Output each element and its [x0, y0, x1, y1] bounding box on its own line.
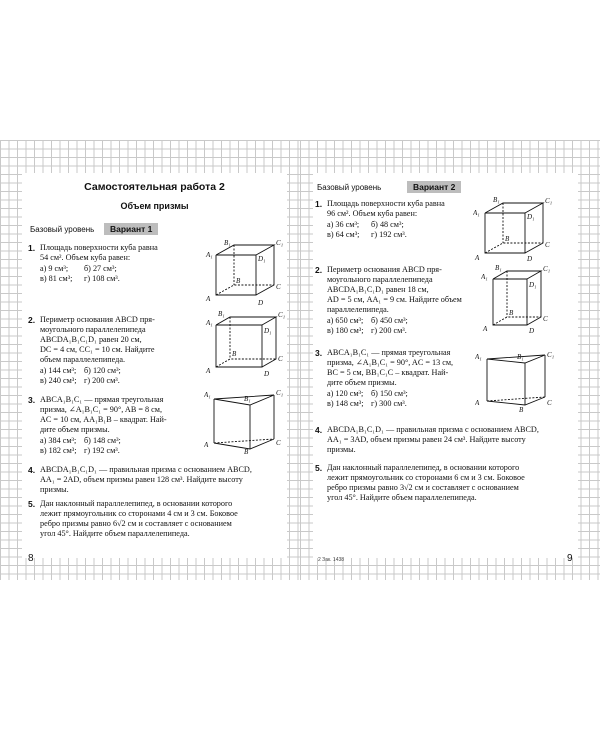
answer-option: г) 192 см³. [84, 446, 120, 455]
problem-number: 4. [28, 465, 36, 475]
svg-text:B: B [509, 309, 514, 317]
answer-option: в) 180 см³; [327, 326, 364, 335]
problem-line: Периметр основания ABCD пря- [40, 315, 155, 324]
problem-line: AD = 5 см, AA₁ = 9 см. Найдите объем [327, 295, 462, 304]
problem-line: призмы. [327, 445, 356, 454]
problem-line: призма, ∠A₁B₁C₁ = 90°, AB = 8 см, [40, 405, 162, 414]
svg-text:A: A [204, 441, 209, 449]
problem-line: ABCA₁B₁C₁ — прямая треугольная [327, 348, 451, 357]
problem-line: ABCDA₁B₁C₁D₁ — правильная призма с основанием ABCD, [40, 465, 252, 474]
answer-option: а) 9 см³; [40, 264, 69, 273]
svg-text:B₁: B₁ [244, 395, 251, 403]
svg-text:A: A [206, 295, 211, 303]
svg-text:A: A [206, 367, 211, 375]
svg-text:D₁: D₁ [529, 281, 537, 289]
svg-text:A₁: A₁ [204, 391, 211, 399]
answer-option: в) 148 см³; [327, 399, 364, 408]
svg-text:B₁: B₁ [495, 265, 502, 272]
page-number: 9 [567, 553, 573, 564]
problem-line: DC = 4 см, CC₁ = 10 см. Найдите [40, 345, 155, 354]
problem-line: угол 45°. Найдите объем параллелепипеда. [327, 493, 477, 502]
svg-text:A₁: A₁ [475, 353, 482, 361]
problem-line: ABCA₁B₁C₁ — прямая треугольная [40, 395, 164, 404]
parallelepiped-figure [204, 311, 286, 379]
problem-number: 1. [315, 199, 323, 209]
problem-line: призмы. [40, 485, 69, 494]
problem-4 [315, 425, 575, 457]
answer-option: б) 120 см³; [84, 366, 121, 375]
parallelepiped-figure [481, 265, 561, 335]
svg-text:D: D [529, 327, 535, 335]
problem-line: Периметр основания ABCD пря- [327, 265, 442, 274]
svg-text:C₁: C₁ [278, 311, 286, 319]
problem-5 [315, 463, 575, 505]
svg-text:D₁: D₁ [258, 255, 266, 263]
problem-line: дите объем призмы. [40, 425, 110, 434]
svg-text:A₁: A₁ [473, 209, 480, 217]
problem-number: 1. [28, 243, 36, 253]
problem-line: дите объем призмы. [327, 378, 397, 387]
triangular-prism-figure [204, 387, 286, 455]
svg-text:B: B [232, 350, 237, 358]
answer-option: а) 144 см³; [40, 366, 77, 375]
answer-option: а) 36 см³; [327, 220, 360, 229]
right-page [313, 173, 578, 558]
answer-option: в) 182 см³; [40, 446, 77, 455]
svg-text:D: D [258, 299, 264, 307]
problem-line: параллелепипеда. [327, 305, 389, 314]
svg-text:D₁: D₁ [264, 327, 272, 335]
answer-option: в) 240 см³; [40, 376, 77, 385]
svg-text:A: A [483, 325, 488, 333]
svg-text:A₁: A₁ [206, 319, 213, 327]
answer-option: г) 200 см³. [84, 376, 120, 385]
cube-figure [204, 239, 286, 307]
problem-line: ABCDA₁B₁C₁D₁ — правильная призма с основанием ABCD, [327, 425, 539, 434]
problem-number: 2. [28, 315, 36, 325]
answer-option: в) 64 см³; [327, 230, 360, 239]
answer-option: б) 148 см³; [84, 436, 121, 445]
answer-option: а) 650 см³; [327, 316, 364, 325]
problem-number: 4. [315, 425, 323, 435]
problem-line: Дан наклонный параллелепипед, в основании которого [40, 499, 233, 508]
answer-option: а) 120 см³; [327, 389, 364, 398]
problem-line: AA₁ = 3AD, объем призмы равен 24 см³. Найдите высоту [327, 435, 526, 444]
problem-line: AA₁ = 2AD, объем призмы равен 128 см³. Найдите высоту [40, 475, 243, 484]
answer-option: б) 450 см³; [371, 316, 408, 325]
problem-line: Площадь поверхности куба равна [327, 199, 445, 208]
svg-text:B: B [244, 448, 249, 455]
svg-text:C₁: C₁ [543, 265, 551, 273]
svg-text:C: C [278, 355, 283, 363]
svg-text:A: A [475, 254, 480, 262]
page-number: 8 [28, 553, 34, 564]
page-subtitle: Объем призмы [120, 201, 189, 211]
problem-line: моугольного параллелепипеда [327, 275, 433, 284]
svg-text:C: C [543, 315, 548, 323]
answer-option: б) 27 см³; [84, 264, 117, 273]
problem-number: 5. [28, 499, 36, 509]
problem-line: объем параллелепипеда. [40, 355, 126, 364]
svg-text:D: D [264, 370, 270, 378]
svg-text:A: A [475, 399, 480, 407]
answer-option: а) 384 см³; [40, 436, 77, 445]
answer-option: б) 150 см³; [371, 389, 408, 398]
svg-text:B₁: B₁ [224, 239, 231, 247]
problem-line: ребро призмы равно 6√2 см и составляет с основанием [40, 519, 232, 528]
triangular-prism-figure [475, 349, 565, 413]
problem-2 [315, 265, 485, 337]
problem-line: 96 см². Объем куба равен: [327, 209, 418, 218]
problem-line: угол 45°. Найдите объем параллелепипеда. [40, 529, 190, 538]
problem-line: Дан наклонный параллелепипед, в основании которого [327, 463, 520, 472]
svg-text:A₁: A₁ [481, 273, 488, 281]
svg-text:C₁: C₁ [545, 197, 553, 205]
svg-text:B₁: B₁ [493, 196, 500, 204]
variant-badge: Вариант 1 [104, 223, 158, 235]
left-page [22, 173, 287, 558]
answer-option: г) 300 см³. [371, 399, 407, 408]
print-footer: 2 Зак. 1438 [318, 557, 345, 563]
answer-option: б) 48 см³; [371, 220, 404, 229]
problem-line: BC = 5 см, BB₁C₁C – квадрат. Най- [327, 368, 449, 377]
problem-line: AC = 10 см, AA₁B₁B – квадрат. Най- [40, 415, 167, 424]
svg-text:C: C [276, 283, 281, 291]
variant-badge: Вариант 2 [407, 181, 461, 193]
svg-text:B: B [505, 235, 510, 243]
problem-1 [315, 199, 480, 244]
svg-text:C₁: C₁ [547, 351, 555, 359]
problem-5 [28, 499, 286, 541]
problem-line: ABCDA₁B₁C₁D₁ равен 18 см, [327, 285, 429, 294]
svg-text:C: C [547, 399, 552, 407]
problem-line: лежит прямоугольник со сторонами 6 см и 3 см. Боковое [327, 473, 525, 482]
problem-line: лежит прямоугольник со сторонами 4 см и 3 см. Боковое [40, 509, 238, 518]
problem-line: призма, ∠A₁B₁C₁ = 90°, AC = 13 см, [327, 358, 454, 367]
svg-text:D₁: D₁ [527, 213, 535, 221]
problem-line: Площадь поверхности куба равна [40, 243, 158, 252]
problem-2 [28, 315, 210, 385]
problem-line: 54 см². Объем куба равен: [40, 253, 131, 262]
problem-number: 3. [28, 395, 36, 405]
problem-line: ребро призмы равно 3√2 см и составляет с основанием [327, 483, 519, 492]
problem-line: ABCDA₁B₁C₁D₁ равен 20 см, [40, 335, 142, 344]
svg-text:C₁: C₁ [276, 239, 284, 247]
problem-1 [28, 243, 208, 288]
svg-text:C: C [276, 439, 281, 447]
answer-option: в) 81 см³; [40, 274, 73, 283]
svg-text:C₁: C₁ [276, 389, 284, 397]
answer-option: г) 108 см³. [84, 274, 120, 283]
svg-text:B: B [519, 406, 524, 413]
problem-4 [28, 465, 286, 497]
problem-number: 3. [315, 348, 323, 358]
level-label: Базовый уровень [317, 183, 382, 192]
problem-number: 2. [315, 265, 323, 275]
svg-text:B₁: B₁ [517, 353, 524, 361]
svg-text:B₁: B₁ [218, 311, 225, 318]
problem-3 [315, 348, 485, 410]
problem-3 [28, 395, 210, 457]
answer-option: г) 192 см³. [371, 230, 407, 239]
svg-text:A₁: A₁ [206, 251, 213, 259]
answer-option: г) 200 см³. [371, 326, 407, 335]
problem-number: 5. [315, 463, 323, 473]
page-title: Самостоятельная работа 2 [84, 181, 225, 193]
problem-line: моугольного параллелепипеда [40, 325, 146, 334]
svg-text:B: B [236, 277, 241, 285]
level-label: Базовый уровень [30, 225, 95, 234]
svg-text:D: D [527, 255, 533, 263]
svg-text:C: C [545, 241, 550, 249]
cube-figure [473, 195, 557, 263]
